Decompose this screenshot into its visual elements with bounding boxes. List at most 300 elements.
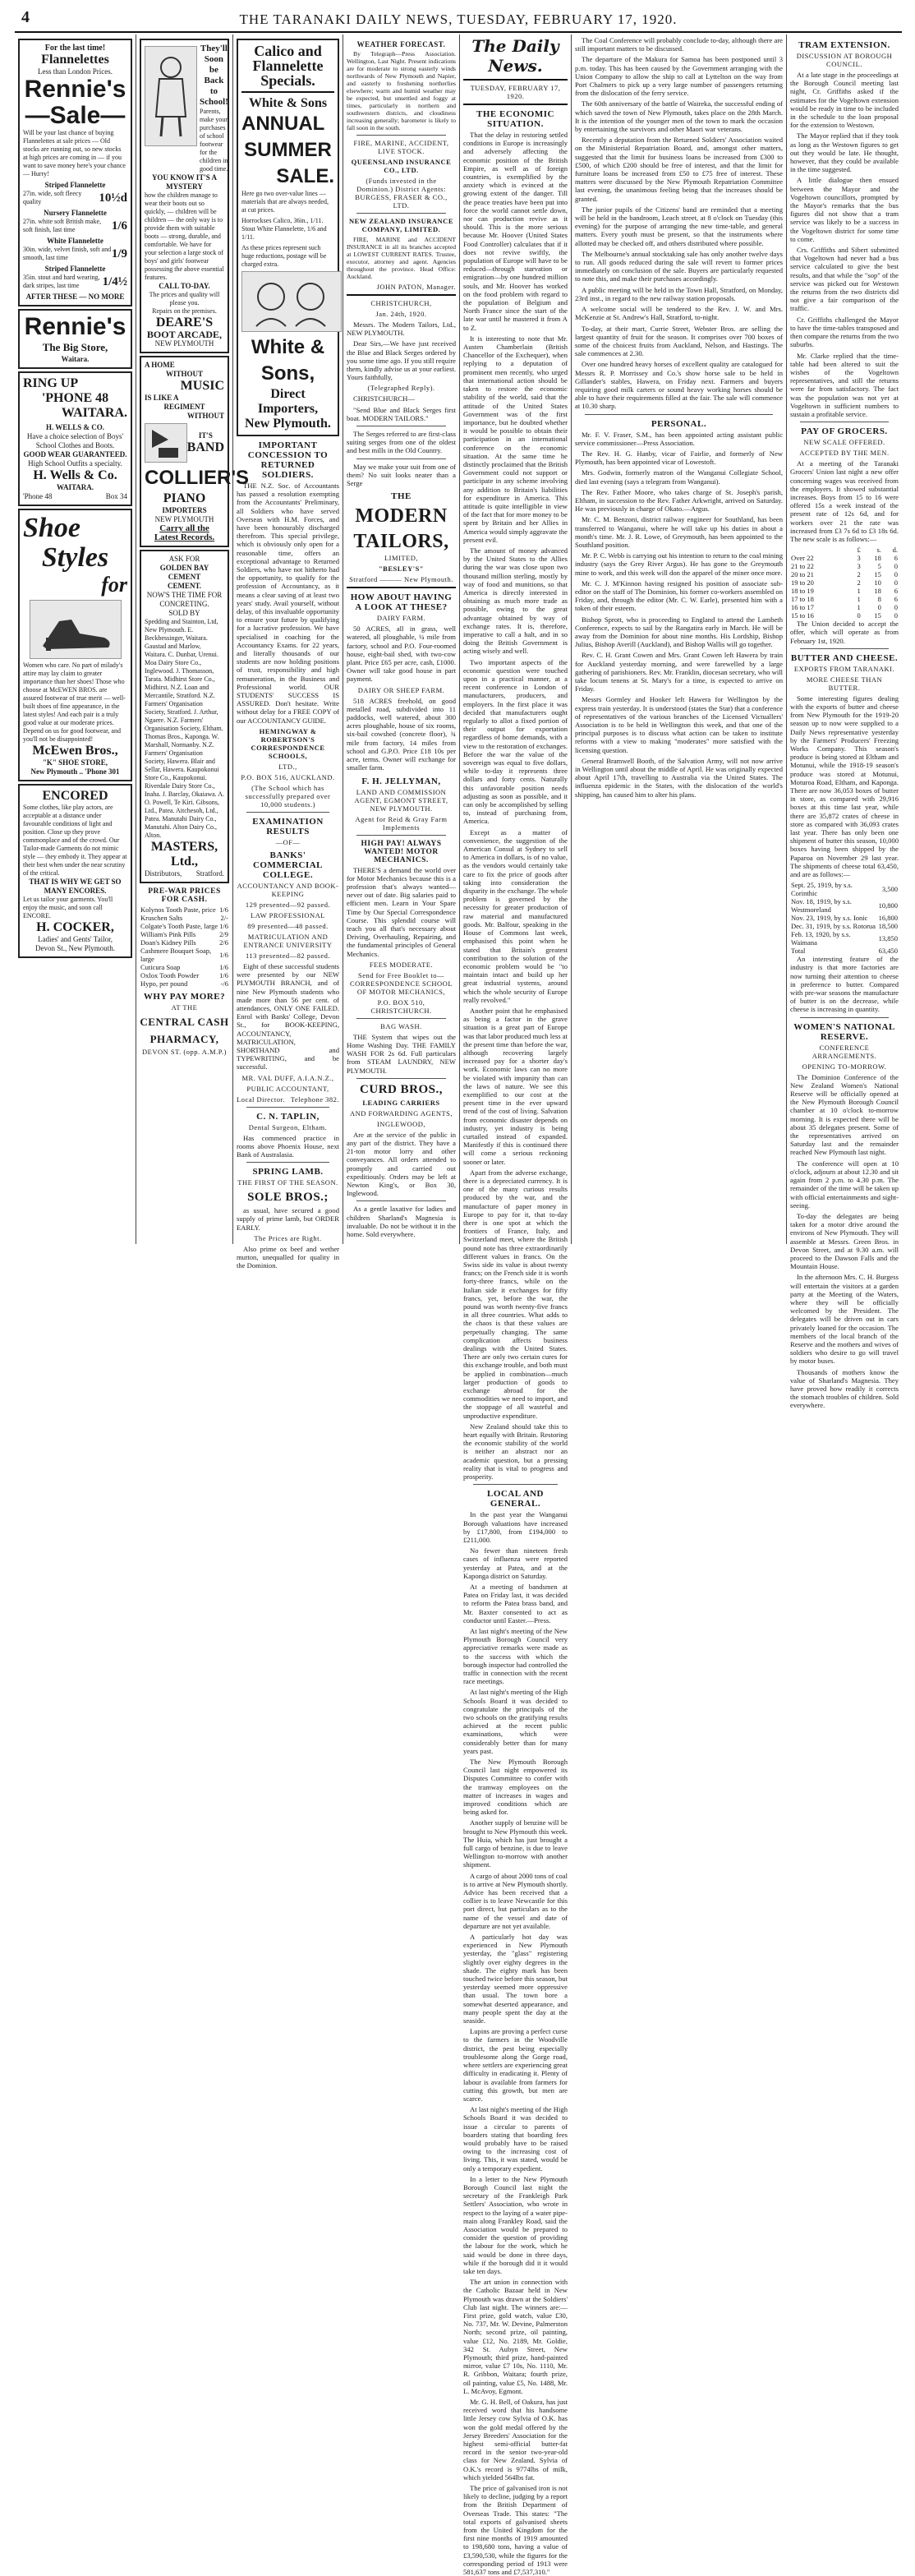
gramophone-illustration-icon [145,423,187,463]
ad-line-1: Horrockses Calico, 36in., 1/11. [241,217,324,224]
ad-body: Parents, make your purchases of school footwear for the children in good time. [200,108,228,173]
local-continued [575,36,783,411]
personal-paragraph: Bishop Sprott, who is proceeding to England to attend the Lambeth Conference, expects to sail by the Rangatira early in March. He will be away from the Dominion for about nine months. His Lordship, Bishop Julius, Bishop Averill (Auckland), and Bishop Wallis will go together. [575,615,783,649]
editorial-paragraph: Except as a matter of convenience, the suggestion of the American Consul at Sydney to sell to America in dollars, is of no value, as the vendors would certainly take care to fix the price of goods after taking into consideration the disparity in the exchange. The whole problem is governed by the necessity for greater production of raw material and manufactured goods. Mr. Balfour, speaking in the House of Commons last week, emphasised this point when he stated that Britain's greatest contribution to the solution of the economic problem would be "to maintain intact and build up her great industrial systems, around which the whole security of Europe really revolved." [463,827,568,1004]
table-cell: 8 [877,595,881,604]
tram-paragraph: Crs. Griffiths and Sibert submitted that Vogeltown had never had a bus service calculated to give the best results, and that while the "sop" of the service was picked out for Westown the returns from the two districts did not give a fair comparison of the traffic. [790,246,899,313]
ad-intro: Here go two over-value lines — materials that are always needed, at cut prices. [241,190,329,214]
local-paragraph: The 60th anniversary of the battle of Waireka, the successful ending of which saved the town of New Plymouth, takes place on the 28th March. It is the intention of the younger men of the town to mark the occasion by entertaining the survivors and other Maori war veterans. [575,99,783,134]
ad-head: Calico and [254,43,322,59]
table-cell: 16,800 [878,914,898,923]
table-cell: 18 [874,587,881,596]
reserve-heading: WOMEN'S NATIONAL RESERVE. [793,1021,895,1042]
ad-line: REGIMENT [163,403,205,411]
taplin-sub: Dental Surgeon, Eltham. [248,1122,328,1131]
ad-tag: Less than London Prices. [38,67,113,76]
ad-call: CALL TO-DAY. [159,282,210,290]
ad-head: Flannelette [252,58,324,74]
ad-firm: White & Sons [248,96,328,110]
price-row [140,914,229,922]
butter-end: An interesting feature of the industry is that more factories are now turning their attention to cheese in preference to butter. Compared with pre-war seasons the manufacture of butter is on the decrease, while cheese is increasing in quantity. [790,955,899,1014]
table-cell: 63,450 [878,947,898,956]
wells-ad [18,371,132,506]
ad-name-2: H. Wells & Co. [33,468,117,482]
modern-ch: CHRISTCHURCH— [353,394,415,403]
ad-prices: The prices and quality will please you. [149,291,220,306]
table-cell: 3,500 [881,885,898,894]
farm-heading: HOW ABOUT HAVING A LOOK AT THESE? [350,592,453,613]
shipment-row [790,922,899,930]
butter-sub: EXPORTS FROM TARANAKI. [793,664,895,673]
nzins-name: NEW ZEALAND INSURANCE COMPANY, LIMITED. [348,217,453,233]
banks-result: MATRICULATION AND ENTRANCE UNIVERSITY [243,932,333,949]
local-paragraph: No fewer than nineteen fresh cases of influenza were reported yesterday at Patea, and at the Kaponga district on Saturday. [463,1546,568,1580]
queensland-body: (Funds invested in the Dominion.) District Agents: BURGESS, FRASER & CO., LTD. [355,177,448,210]
concession-heading: IMPORTANT CONCESSION TO RETURNED SOLDIERS. [247,440,329,480]
ad-guarantee: GOOD WEAR GUARANTEED. [23,450,127,459]
table-cell: 0 [894,611,898,620]
reserve-body [790,1073,899,1410]
price-row [140,906,229,914]
price-item-name: Nursery Flannelette [44,209,107,217]
local-paragraph: The junior pupils of the Citizens' band are reminded that a meeting will be held in the bandroom, Leach street, at 8 o'clock on Tuesday (this evening) for the purpose of arranging the new time-table, and general matters. Every youth must be present, so that the instruments where allotted may be checked off, and others distributed where possible. [575,205,783,247]
ad-ask: ASK FOR [168,555,200,563]
deare-boot-ad [140,39,229,353]
table-cell: 0 [857,611,861,620]
ad-why: WHY PAY MORE? [143,992,226,1002]
wage-row [790,546,899,554]
concession-ltd: LTD., [278,762,297,771]
ad-name: GOLDEN BAY CEMENT [159,564,209,581]
collier-piano-ad [140,356,250,547]
ad-name: McEwen Bros., [32,744,118,758]
ad-line: IS LIKE A [145,394,179,402]
table-cell: 19 to 20 [791,578,814,588]
wage-row [790,554,899,562]
price-table [140,906,229,988]
ad-phone-2: 'Phone 48 [23,492,53,500]
modern-town: Stratford ——— New Plymouth. [349,575,453,584]
table-cell: 1 [857,603,861,612]
ad-town: New Plymouth .. 'Phone 301 [30,767,120,776]
ad-name: H. WELLS & CO. [45,423,105,431]
price-item-price: 1/4½ [102,274,127,288]
personal-heading: PERSONAL. [651,418,707,429]
ad-head: ENCORED [42,789,108,803]
column-3 [233,35,343,1270]
ad-town: New Plymouth. [245,417,331,431]
table-cell: 15 to 16 [791,611,814,620]
ad-at: AT THE [171,1003,198,1012]
table-cell: Cuticura Soap [140,963,181,971]
editorial-paragraph: Another point that he emphasised as being a factor in the grave situation is a great part of Europe was that labor produced much less at the present time than before the war, although recovering largely increased pay for a shorter day's work. Economic laws can no more be violated with impunity than can the laws of nature. We see this exemplified to our cost at the present time in the ever upward trend of the cost of living. Salvation from economic disaster depends on industry, yet industry is being curtailed instead of expanded. Manifestly if this is continued there will come a serious reckoning sooner or later. [463,1006,568,1166]
page-number: 4 [21,8,30,26]
local-body [463,1510,568,2576]
editorial-heading: THE ECONOMIC SITUATION. [476,109,554,129]
butter-sub-2: MORE CHEESE THAN BUTTER. [806,675,883,692]
modern-name-2: TAILORS, [353,531,449,553]
editorial-paragraph: The amount of money advanced by the United States to the Allies during the war was close upon two thousand million sterling, mostly by way of food and munitions, so that America is directly interested in obtaining as much more trade as possible, owing to the great advantage obtained by way of exchange rates. It is, therefore, imperative to call a halt, and in so doing the British Government is acting wisely and well. [463,546,568,656]
lamb-also: Also prime ox beef and wether mutton, unequalled for quality in the Dominion. [237,1244,339,1270]
motor-body: THERE'S a demand the world over for Motor Mechanics because this is a profession that's always wanted—never out of date. Big salaries paid to efficient men. Learn in Your Spare Time by Our Special Correspondence Course. This splendid course will teach you all that's necessary about Driving, Overhauling, Repairing, and the fundamental principles of General Mechanics. [347,865,456,958]
ad-mystery-body: how the children manage to wear their boots out so quickly, — children will be children — the only way is to provide them with suitable boots — strong, durable, and comfortable. We have for your selection a large stock of boys' and girls' footwear possessing the above essential features. [145,191,224,281]
price-row [140,963,229,971]
ad-head: Specials. [260,72,315,89]
ad-footer: AFTER THESE — NO MORE [25,293,125,301]
table-cell: -/6 [220,979,228,988]
local-paragraph: The art union in connection with the Catholic Bazaar held in New Plymouth was drawn at the Soldiers' Club last night. The winners are:—First prize, gold watch, value £30, No. 737, Mr. W. Devine, Palmerston North; second prize, oil painting, value £12, No. 2189, Mr. Goldie, 342 St. Aubyn Street, New Plymouth; third prize, hand-painted mirror, value £7 10s, No. 1110, Mr. R. Gribbon, Waitara; fourth prize, oil painting, value £5, No. 1488, Mr. L. McAvoy, Egmont. [463,2278,568,2395]
motor-heading: HIGH PAY! ALWAYS WANTED! MOTOR MECHANICS. [361,839,442,864]
ad-name: Rennie's [24,313,126,340]
table-cell: s. [876,546,881,555]
ad-headline-2: Styles [41,542,109,573]
personal-paragraph: Mr. C. M. Benzoni, district railway engineer for Southland, has been transferred to Wanganui, where he will take up his duties in about a month's time. Mr. J. R. Lowe, of Greymouth, has been appointed to the Southland position. [575,515,783,549]
table-cell: 15 [874,570,881,579]
local-paragraph: A particularly hot day was experienced in New Plymouth yesterday, the "glass" registering slightly over eighty degrees in the shade. The eighty mark has been touched twice before this season, but yesterday seemed more oppressive than usual. The town bore a somewhat deserted appearance, and many people spent the day at the seaside. [463,1933,568,2025]
taplin-body: Has commenced practice in rooms above Phoenix House, next Bank of Australasia. [237,1133,339,1159]
local-paragraph: A welcome social will be tendered to the Rev. J. W. and Mrs. McKenzie at St. Andrew's Hall, Stratford, to-night. [575,305,783,322]
table-cell: Dec. 31, 1919, by s.s. Rotorua [791,922,876,931]
price-item [23,265,127,290]
motor-send: Send for Free Booklet to— CORRESPONDENCE SCHOOL OF MOTOR MECHANICS, [349,970,453,996]
ad-piano: PIANO [163,491,206,505]
personal-paragraph: Mrs. Godwin, formerly matron of the Wanganui Collegiate School, died last evening (says a telegram from Wanganui). [575,468,783,486]
ad-address: DEVON ST. (opp. A.M.P.) [142,1048,227,1056]
table-cell: 18 [874,554,881,563]
schoolboy-illustration-icon [145,46,197,146]
concession-body: THE N.Z. Soc. of Accountants has passed a resolution exempting from the Accountants' Preliminary, all Soldiers who have served Overseas with H.M. Forces, and have been honourably discharged therefrom. This special privilege, which is obviously only open for a reasonable time, offers an exceptional advantage to Returned Soldiers, who have not hitherto had the opportunity, to qualify for the profession of Accountancy, as it means a clear saving of at least two years' study. Avail yourself, without delay, of this invaluable opportunity to ensure your future by qualifying for a lucrative profession. We have specialised in coaching for the Accountancy Exams. for 22 years, and literally thousands of our students are now holding positions of trust, responsibility and high remuneration, in the Business and Professional world. OUR STUDENTS' SUCCESS IS ASSURED. Don't hesitate. Write without delay for a FREE COPY of our ACCOUNTANCY GUIDE. [237,482,339,725]
banks-of: —OF— [275,837,301,846]
tram-paragraph: Mr. Clarke replied that the time-table had been altered to suit the wishes of the Vogeltown representatives, and still the returns were far from satisfactory. The fact was the population was not yet at Vogeltown in sufficient numbers to sustain a profitable service. [790,351,899,418]
local-paragraph: To-day, at their mart, Currie Street, Webster Bros. are selling the largest quantity of fruit for the season. It comprises over 700 boxes of some of the choicest fruits from Auckland, Nelson, and Hastings. The sale commences at 2.30. [575,324,783,358]
local-paragraph: Mr. G. H. Bell, of Oakura, has just received word that his handsome little Jersey cow Sylvia of O.K. has won the gold medal offered by the Jersey Breeders' Association for the highest semi-official butter-fat record in the senior two-year-old class for New Zealand. Sylvia of O.K.'s record is 9774lbs of milk, which yielded 564lbs fat. [463,2398,568,2482]
ad-now: NOW'S THE TIME FOR CONCRETING. [146,591,223,608]
ad-why: THAT IS WHY WE GET SO MANY ENCORES. [29,878,122,895]
table-cell: Nov. 18, 1919, by s.s. Westmoreland [791,897,852,915]
ad-product: Flannelettes [41,53,109,67]
price-row [140,947,229,963]
ad-headline-3: for [101,573,127,597]
ad-sale: SALE. [276,165,334,187]
table-cell: 0 [894,562,898,571]
wage-scale-table [790,546,899,620]
local-paragraph: The Coal Conference will probably conclude to-day, although there are still important matters to be discussed. [575,36,783,53]
ad-tag: Ladies' and Gents' Tailor, [37,935,113,943]
wash-body: THE System that wipes out the Home Washing Day. THE FAMILY WASH FOR 2s 6d. Full particulars from STEAM LAUNDRY, NEW PLYMOUTH. [347,1032,456,1075]
ad-box: Box 34 [105,492,127,500]
table-cell: Sept. 25, 1919, by s.s. Corinthic [791,881,853,898]
price-row [140,922,229,930]
tram-paragraph: The Mayor replied that if they took as long as the Westown figures to get out they would be late. He thought, however, that they could be available in the time suggested. [790,131,899,174]
ad-name: CENTRAL CASH [140,1016,229,1028]
reserve-paragraph: The conference will open at 10 o'clock, adjourn at about 12.30 and sit again from 2 p.m. to 4.30 p.m. The remainder of the time will be taken up with official entertainments and sight-seeing. [790,1159,899,1210]
price-row [140,930,229,938]
personal-body [575,431,783,799]
ad-name: DEARE'S [155,316,214,329]
reserve-paragraph: The Dominion Conference of the New Zealand Women's National Reserve will be officially opened at the New Plymouth Borough Council chamber at 10 o'clock to-morrow morning. It is expected there will be about 35 delegates present. Some of the representatives arrived on Saturday last and the remainder reached New Plymouth last night. [790,1072,899,1157]
reserve-paragraph: In the afternoon Mrs. C. H. Burgess will entertain the visitors at a garden party at the Meeting of the Waters, where they will be officially welcomed by the President. The delegates will be driven out in cars privately loaned for the occasion. The members of the local branch of the Reserve and the mothers and wives of soldiers who desire to go will travel by motor buses. [790,1273,899,1366]
modern-to: Messrs. The Modern Tailors, Ltd., NEW PLYMOUTH. [347,320,456,338]
table-cell: 16 to 17 [791,603,814,612]
curd-sub-2: AND FORWARDING AGENTS, [349,1108,453,1117]
personal-paragraph: Mr. F. V. Fraser, S.M., has been appointed acting assistant public service commissioner—Press Association. [575,430,783,447]
table-cell: 2 [857,570,861,579]
column-2 [136,35,250,1244]
reserve-paragraph: To-day the delegates are being taken for a motor drive around the environs of New Plymouth. They will assemble at Messrs. Green Bros. in Devon Street, and at 9.30 a.m. will proceed to the Dawson Falls and the Mountain House. [790,1211,899,1271]
rennie-store-ad [18,309,132,369]
white-sons-sale-ad [237,39,339,436]
personal-paragraph: Mr. C. J. M'Kinnon having resigned his position of associate sub-editor on the staff of The Dominion, his former co-workers assembled on Friday, and, through the editor (Mr. C. W. Earle), presented him with a token of their esteem. [575,578,783,613]
ad-name-2: BOOT ARCADE, [146,329,223,340]
table-cell: 2/6 [219,938,228,947]
local-paragraph: The Melbourne's annual stocktaking sale has only another twelve days to run. All goods reduced during the sale will revert to former prices immediately on conclusion of the sale. Buyers are particularly requested to note this, and make their purchases accordingly. [575,249,783,283]
ad-name: Rennie's [24,76,126,103]
ad-line: BAND [186,440,224,454]
banks-local: Local Director. [237,1094,285,1104]
ad-sub: Direct Importers, [257,387,319,416]
table-cell: 10 [874,578,881,588]
modern-name: MODERN [355,505,448,528]
table-cell: 13,850 [878,934,898,943]
table-cell: Nov. 23, 1919, by s.s. Ionic [791,914,868,923]
ad-body: Women who care. No part of milady's attire may lay claim to greater importance than her shoes! Those who choose at McEWEN BROS. are assured footwear of true merit — well-built shoes of fine appearance, in the latest styles! And each pair is a truly good value at our moderate prices. Depend on us for good footwear, and you'll not be disappointed! [23,661,126,743]
tram-paragraph: At a late stage in the proceedings at the Borough Council meeting last night, Cr. Griffiths asked if the estimates for the Vogeltown extension would be ready in time to be included in the schedule to the loan proposal for the extension to Westown. [790,71,899,130]
shipment-row [790,914,899,922]
table-cell: 17 to 18 [791,595,814,604]
table-cell: 6 [894,554,898,563]
modern-ltd: LIMITED, [384,554,419,563]
editorial-body [463,131,568,1481]
editorial-paragraph: That the delay in restoring settled conditions in Europe is increasingly and adversely affecting the economic position of the British Empire, as well as of foreign countries, is exemplified by the anxiety which is evinced at the growing extent of the danger. Till the peace treaties have been put into force the world cannot settle down, nor can production revive as it should. This is the more serious because Mr. Hoover (United States Food Controller) calculates that if it does not revive swiftly, the population of Europe will have to be reduced—through starvation or emigration—by one hundred million souls, and Mr. Hoover has worked on the food problem with regard to the population of Belgium and North France since the start of the late war until he mastered it from A to Z. [463,131,568,332]
table-cell: 0 [894,570,898,579]
butter-body: Some interesting figures dealing with the exports of butter and cheese from New Plymouth for the 1919-20 season up to now were supplied to a Daily News representative yesterday by the Farmers' Producers' Freezing Works Company. This season's produce is being stored at Eltham and Motunui, while the 1918-19 season's produce was stored at Motunui, Moturoa Road, Eltham, and Kaponga. There are now 36,053 boxes of butter in store, as compared with 29,916 boxes at this time last year, while there are 35,872 crates of cheese in store as compared with 36,093 crates last year. There has only been one shipment of butter this season, 10,000 boxes having been shipped by the Paparoa on November 29 last year. The shipments of cheese total 63,450, and are as follows:— [790,694,899,879]
banks-result: ACCOUNTANCY AND BOOK-KEEPING [237,881,339,898]
lamb-heading: SPRING LAMB. [252,1167,324,1177]
ad-importers: IMPORTERS [162,506,207,514]
column-6 [572,35,787,1244]
personal-paragraph: The Rev. Father Moore, who takes charge of St. Joseph's parish, Eltham, in succession to the Rev. Father Arkwright, arrived on Saturday. He was previously in charge of Okato.—Argus. [575,487,783,514]
table-cell: 1/6 [219,971,228,979]
ad-town: NEW PLYMOUTH [154,515,214,523]
grocers-heading: PAY OF GROCERS. [801,426,888,437]
prewar-prices-ad [140,887,229,1056]
ad-body: Some clothes, like play actors, are acceptable at a distance under favourable conditions of light and position. Close up they prove commonplace and of the crowd. Our Tailor-made Garments do not mimic style — they embody it. They appear at their best when under the near scrutiny of the critical. [23,804,127,877]
wage-row [790,570,899,578]
reserve-sub: CONFERENCE ARRANGEMENTS. [812,1043,877,1060]
price-item [23,209,127,234]
ad-cta: Let us tailor your garments. You'll enjoy the music, and soon call ENCORE. [23,896,113,919]
local-paragraph: The price of galvanised iron is not likely to decline, judging by a report from the British Department of Overseas Trade. This states: "The total exports of galvanised sheets from the United Kingdom for the first nine months of 1919 amounted to 198,680 tons, having a value of £3,590,530, while the figures for the corresponding period of 1913 were 581,637 tons and £7,537,310." [463,2484,568,2576]
editorial-date: TUESDAY, FEBRUARY 17, 1920. [470,84,561,100]
weather-heading: WEATHER FORECAST. [356,40,446,48]
grocers-end: The Union decided to accept the offer, which will operate as from February 1st, 1920. [790,620,899,645]
ad-name: H. COCKER, [36,920,114,934]
local-paragraph: At last night's meeting of the New Plymouth Borough Council very appreciative remarks were made as to the success with which the borough inspector had controlled the traffic in connection with the recent race meetings. [463,1626,568,1686]
newspaper-title: THE TARANAKI DAILY NEWS, TUESDAY, FEBRUARY 17, 1920. [239,12,678,27]
modern-letter: Dear Sirs,—We have just received the Blue and Black Serges ordered by you some time ago. If you still require them, kindly advise us at your earliest. Yours faithfully, [347,339,456,382]
grocers-sub: NEW SCALE OFFERED. [803,438,885,447]
lamb-body: as usual, have secured a good supply of prime lamb, but ORDER EARLY. [237,1206,339,1232]
ad-note: As these prices represent such huge reductions, postage will be charged extra. [241,244,327,268]
table-cell: Kolynos Tooth Paste, price [140,906,216,914]
editorial-banner: The Daily News. [471,36,559,76]
ad-sold: SOLD BY [168,609,200,617]
concession-note: (The School which has successfully prepared over 10,000 students.) [245,783,331,809]
ad-town: WAITARA. [61,406,127,420]
ad-body: Have a choice selection of Boys' School Clothes and Boots. [26,432,124,449]
cocker-ad [18,784,132,958]
nzins-body: FIRE, MARINE and ACCIDENT INSURANCE in all its branches accepted at LOWEST CURRENT RATES. Trustee, executor, attorney and agent. Agencies throughout the province. Head Office: Auckland. [347,236,456,280]
ad-name-2: CEMENT. [167,582,202,590]
taplin-name: C. N. TAPLIN, [256,1111,320,1122]
ad-footer: MASTERS, Ltd., [150,840,218,869]
table-cell: 2 [857,578,861,588]
personal-paragraph: The Rev. H. G. Hanby, vicar of Fairlie, and formerly of New Plymouth, has been appointed vicar of Lowestoft. [575,449,783,467]
shipment-row [790,930,899,947]
modern-may: May we make your suit from one of them? No suit looks neater than a Serge [347,462,456,488]
tram-body [790,71,899,418]
ad-town: Waitara. [61,355,90,363]
shoe-illustration-icon [30,600,122,659]
wage-row [790,587,899,595]
ad-annual: ANNUAL [241,113,325,135]
price-item-name: Striped Flannelette [44,181,106,189]
local-paragraph: A public meeting will be held in the Town Hall, Stratford, on Monday, 23rd inst., in regard to the new railway station proposals. [575,285,783,302]
table-cell: Kruschen Salts [140,914,183,922]
farm-sheep: DAIRY OR SHEEP FARM. [357,685,445,694]
modern-telegraph: (Telegraphed Reply). [367,384,435,393]
grocers-sub-2: ACCEPTED BY THE MEN. [799,449,890,458]
modern-reply: "Send Blue and Black Serges first boat. MODERN TAILORS." [347,405,456,422]
ad-head: They'll Soon be Back to School! [200,44,228,107]
masthead [15,7,902,33]
table-cell: 2/- [220,914,228,922]
banks-heading: EXAMINATION RESULTS [252,816,324,836]
concession-address: P.O. BOX 516, AUCKLAND. [241,772,335,781]
ad-body: Will be your last chance of buying Flannelettes at sale prices — Old stocks are running out, so new stocks at high prices are coming in — if you want to save money here's your chance — Hurry! [23,129,126,177]
table-cell: 1/6 [219,922,228,930]
magnesia-note: As a gentle laxative for ladies and children Sharland's Magnesia is invaluable. Do not be without it in the home. Sold everywhere. [347,1205,456,1238]
wage-row [790,595,899,603]
cheese-shipments-table [790,881,899,955]
queensland-head: FIRE, MARINE, ACCIDENT, LIVE STOCK. [353,139,449,155]
local-paragraph: In the past year the Wanganui Borough valuations have increased by £17,800, from £194,000 to £211,000. [463,1510,568,1544]
local-paragraph: Recently a deputation from the Returned Soldiers' Association waited on the Ministerial Repatriation Board, and, amongst other matters, suggested that the limit for business loans be increased from £300 to £500, of which £200 should be free of interest, and that the limit for furniture loans be increased from £50 to £75 free of interest. These matters were discussed by the New Plymouth Repatriation Committee last evening, the unanimous feeling being that the increases should be granted. [575,136,783,203]
ad-headline-1: Shoe [23,513,80,543]
table-cell: 1 [857,587,861,596]
table-cell: Cashmere Bouquet Soap, large [140,947,212,963]
ad-phone: 'PHONE 48 [41,391,109,405]
price-item [23,237,127,262]
ad-line-2: Stout White Flannelette, 1/6 and 1/11. [241,225,327,241]
banks-acct: PUBLIC ACCOUNTANT, [246,1084,329,1093]
price-item-price: 10½d [99,191,127,205]
price-item-desc: 35in. stout and hard wearing, dark stripes, last time [23,274,100,289]
price-item-price: 1/9 [111,247,127,260]
table-cell: 6 [894,587,898,596]
motor-box: P.O. BOX 510, CHRISTCHURCH. [370,998,432,1015]
ad-sub: The Big Store, [42,341,108,353]
two-men-illustration-icon [241,271,342,332]
table-cell: Oxlox Tooth Powder [140,971,200,979]
shipment-row [790,897,899,914]
ad-name: COLLIER'S [145,467,250,489]
banks-director: MR. VAL DUFF, A.I.A.N.Z., [241,1073,334,1082]
table-cell: 2/9 [219,930,228,938]
grocers-body: At a meeting of the Taranaki Grocers' Union last night a new offer concerning wages was received from the employers. It showed substantial increases. Boys from 15 to 16 were offered 15s a week instead of the present rate of 12s 6d, and for workers over 21 the rate was increased from £3 7s 6d to £3 18s 6d. The new scale is as follows:— [790,459,899,543]
table-cell: Over 22 [791,554,814,563]
table-cell: 18,500 [878,922,898,931]
table-cell: Doan's Kidney Pills [140,938,196,947]
editorial-paragraph: It is interesting to note that Mr. Austen Chamberlain (British Chancellor of the Exchequer), when replying to a deputation of prominent men recently, who urged that international action should be taken to restore the economic stability of the world, said that the attitude of the United States Government was of the first importance, but he doubted whether it would be possible to obtain their participation in an international conference on the economic situation. At the same time he distinctly proclaimed that the British Government could not support or participate in any scheme involving any addition to Britain's liabilities for expenditure in America. This attitude is quite intelligible in view of the fact that for more money to be spent by Britain and her Allies in America would simply aggravate the present evil. [463,334,568,544]
editorial-paragraph: Apart from the adverse exchange, there is a depreciated currency. It is one of the many curious results produced by the war, and the manufacture of paper money in Europe to pay for it, that to-day there is one spot at which the frontiers of France, Italy, and Switzerland meet, where the British pound note has three extraordinarily different values in francs. On the Swiss side its value is about twenty francs; on the French side it is worth forty-three francs, while on the Italian side it exchanges for fifty francs, yet, before the war, the pound was worth twenty-five francs in all three countries. What adds to the chaos is that these values are perpetually changing. The same complication affects business dealings with the United States. There are only two certain cures for this exchange trouble, and both must be applied in combination—much larger production of goods to exchange abroad for the commodities we need to import, and the stoppage of all wasteful and unproductive expenditure. [463,1168,568,1420]
personal-paragraph: General Bramwell Booth, of the Salvation Army, will not now arrive in Wellington until about the middle of April. He was originally expected about April 17th, travelling to Australia via the United States. The influenza epidemic in the States, with the dislocation of the world's shipping, has caused him to alter his plans. [575,756,783,799]
farm-listing: 518 ACRES freehold, on good metalled road, subdivided into 11 paddocks, well watered, about 300 acres ploughable, house of six rooms, six-bail cowshed (concrete floor), ¾ mile from factory, 14 miles from school and G.P.O. Price £18 10s per acre, terms. Owner will exchange for smaller farm. [347,696,456,772]
column-5 [460,35,572,2576]
banks-result-count: 113 presented—82 passed. [245,951,331,960]
price-row [140,938,229,947]
ad-town: Stratford. [195,869,224,878]
nzins-sign: JOHN PATON, Manager. [376,283,456,291]
price-row [140,971,229,979]
lamb-prices: The Prices are Right. [254,1233,322,1242]
tram-heading: TRAM EXTENSION. [798,40,890,50]
banks-phone: Telephone 382. [290,1094,339,1104]
ad-line: WITHOUT [186,412,224,420]
ad-repairs: Repairs on the premises. [152,307,217,315]
price-item [23,181,127,206]
ad-outfits: High School Outfits a specialty. [28,459,122,468]
table-cell: 3 [857,562,861,571]
shipment-row [790,947,899,955]
table-cell: 1/6 [219,963,228,971]
ad-agents: Spedding and Stainton, Ltd, New Plymouth. E. Beckbessinger, Waitara. Gaustad and Marlow, Waitara. C. Dunbar, Urenui. Moa Dairy Store Co., Inglewood. J. Thomasson, Tarata. Midhirst Store Co., Midhirst. N.Z. Loan and Mercantile, Stratford. N.Z. Farmers' Organisation Society, Stratford. J. Arthur, Ngaere. N.Z. Farmers' Organisation Society, Eltham. Thomas Bros., Kaponga. W. Marshall, Normanby. N.Z. Farmers' Organisation Society, Hawera. Blair and Sellar, Hawera. Kaupokonui Store Co., Kaupokonui. Riverdale Dairy Store Co., Inaha. J. Barclay, Okaiawa. A. O. Powell, Te Kiri. Gibsons, Ltd., Patea. Aitchesoh, Ltd., Patea. Manutahi Dairy Co., Manutahi. Alton Dairy Co., Alton. [145,618,224,839]
table-cell: 6 [894,595,898,604]
table-cell: 10,800 [878,901,898,910]
local-paragraph: Another supply of benzine will be brought to New Plymouth this week. The Huia, which has just brought a full cargo of benzine, is due to leave Wellington to-morrow with another shipment. [463,1818,568,1869]
table-cell: 3 [857,554,861,563]
price-item-name: White Flannelette [47,237,103,245]
table-cell: d. [892,546,898,555]
ad-mystery: YOU KNOW IT'S A MYSTERY [151,173,218,191]
local-paragraph: The New Plymouth Borough Council last night empowered its Disputes Committee to confer with the tramway employees on the matter of increases in wages and improved conditions which are being asked for. [463,1757,568,1817]
table-cell: 5 [877,562,881,571]
ad-kicker: For the last time! [44,44,106,53]
price-item-desc: 30in. wide, velvet finish, soft and smooth, last time [23,246,112,261]
queensland-name: QUEENSLAND INSURANCE CO., LTD. [351,158,452,174]
curd-sub: LEADING CARRIERS [362,1098,440,1107]
table-cell: 15 [874,611,881,620]
lamb-sub: THE FIRST OF THE SEASON. [237,1178,338,1187]
table-cell: Feb. 13, 1920, by s.s. Waimana [791,930,851,947]
curd-body: Are at the service of the public in any part of the district. They have a 21-ton motor lorry and other conveyances. All orders attended to promptly and carried out expeditiously. Orders may be left at Newton King's, or Box 30, Inglewood. [347,1130,456,1198]
farm-agent: Agent for Reid & Gray Farm Implements [355,814,448,832]
butter-heading: BUTTER AND CHEESE. [790,652,899,663]
ad-distrib: Distributors, [145,869,182,878]
shipment-row [790,881,899,897]
farm-listing: 50 ACRES, all in grass, well watered, all ploughable, ¼ mile from factory, school and P.O. Four-roomed house, eight-bail shed, with two-cow plant. Price £65 per acre, cash, £1000. Owner will take good house in part payment. [347,624,456,684]
concession-firm: HEMINGWAY & ROBERTSON'S CORRESPONDENCE SCHOOLS, [251,726,325,760]
table-cell: 20 to 21 [791,570,814,579]
local-paragraph: At last night's meeting of the High Schools Board it was decided to issue a circular to parents of boarders stating that boarding fees would probably have to be raised owing to the increasing cost of living. This, it was stated, would be only a temporary expedient. [463,2105,568,2173]
personal-paragraph: Mr. P. C. Webb is carrying out his intention to return to the coal mining industry (says the Grey River Argus). He has gone to the Greymouth mine to work, and this week will don the apparel of the miner once more. [575,551,783,577]
personal-paragraph: Rev. C. H. Grant Cowen and Mrs. Grant Cowen left Hawera by train for Auckland yesterday morning, and were farewelled by a large gathering of parishioners. Rev. Mr. Franklin, diocesan secretary, who will take locum tenens at St. Mary's for a time, is expected to arrive on Friday. [575,651,783,694]
wage-row [790,603,899,611]
ad-summer: SUMMER [244,139,332,161]
tram-sub: DISCUSSION AT BOROUGH COUNCIL. [796,52,893,68]
banks-body: Eight of these successful students were presented by our NEW PLYMOUTH BRANCH, and of nine New Plymouth students who made more than 56 per cent. of attendances, ONLY ONE FAILED. Enrol with Banks' College, Devon St., for BOOK-KEEPING, ACCOUNTANCY, MATRICULATION, SHORTHAND and TYPEWRITING, and be successful. [237,961,339,1071]
price-list [23,181,127,290]
